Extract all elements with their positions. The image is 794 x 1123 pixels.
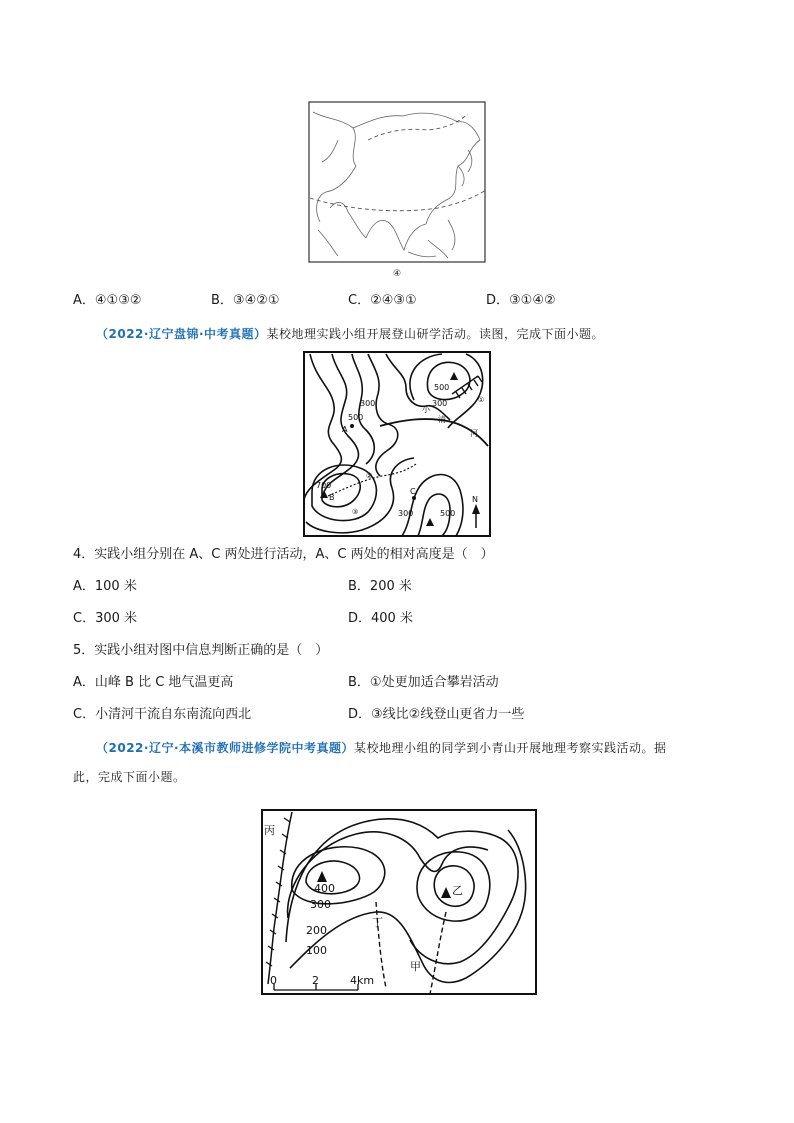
- q5-option-c: C．小清河干流自东南流向西北: [73, 707, 252, 722]
- contour-map-2: [260, 808, 538, 998]
- contour2-label-200: 200: [306, 924, 327, 937]
- q4-option-d: D．400 米: [348, 611, 413, 626]
- point-b-label: B: [329, 493, 335, 502]
- section1-source: （2022·辽宁盘锦·中考真题）: [96, 327, 267, 341]
- q3-option-d: D．③①④②: [486, 293, 556, 308]
- contour1-label-300-left: 300: [360, 399, 376, 408]
- scale-label-0: 0: [270, 974, 277, 987]
- contour1-label-500-top: 500: [434, 383, 450, 392]
- contour-map-1: [302, 350, 492, 538]
- contour2-label-100: 100: [306, 944, 327, 957]
- q5-stem: 5．实践小组对图中信息判断正确的是（ ）: [73, 643, 329, 658]
- river-label-3: 河: [470, 429, 478, 438]
- q3-option-b: B．③④②①: [211, 293, 280, 308]
- label-bing: 丙: [264, 824, 275, 837]
- asia-map-figure: [308, 100, 488, 280]
- contour1-label-500-left: 500: [348, 413, 364, 422]
- north-label: N: [472, 495, 478, 504]
- section1-intro: [96, 325, 604, 343]
- section1-intro-text: 某校地理实践小组开展登山研学活动。读图，完成下面小题。: [266, 327, 605, 341]
- contour-map-1-frame: [304, 352, 490, 536]
- point-c-marker: [412, 496, 416, 500]
- label-jia: 甲: [410, 960, 421, 973]
- q5-option-a: A．山峰 B 比 C 地气温更高: [73, 675, 234, 690]
- river-label-2: 清: [438, 415, 446, 424]
- point-a-label: A: [342, 425, 348, 434]
- contour2-label-400: 400: [314, 882, 335, 895]
- section2-intro-line1: [96, 739, 667, 757]
- contour1-label-300-bottom: 300: [398, 509, 414, 518]
- contour2-label-300: 300: [310, 898, 331, 911]
- section2-intro-text: 某校地理小组的同学到小青山开展地理考察实践活动。据: [354, 741, 667, 755]
- scale-label-2: 2: [312, 974, 319, 987]
- label-ding: 丁: [372, 916, 383, 929]
- asia-map-frame: [309, 102, 485, 262]
- contour1-label-500-bottom: 500: [440, 509, 456, 518]
- q5-option-b: B．①处更加适合攀岩活动: [348, 675, 499, 690]
- label-yi: 乙: [452, 884, 463, 897]
- q4-option-a: A．100 米: [73, 579, 137, 594]
- q5-option-d: D．③线比②线登山更省力一些: [348, 707, 525, 722]
- q4-option-b: B．200 米: [348, 579, 412, 594]
- asia-map-caption: ④: [392, 269, 402, 279]
- q3-option-a: A．④①③②: [73, 293, 142, 308]
- scale-label-4km: 4km: [350, 974, 375, 987]
- circle-label-3: ③: [352, 508, 359, 516]
- q4-option-c: C．300 米: [73, 611, 138, 626]
- section2-intro-line2: 此，完成下面小题。: [73, 770, 186, 784]
- q3-option-c: C．②④③①: [348, 293, 417, 308]
- point-a-marker: [350, 424, 354, 428]
- point-c-label: C: [410, 487, 416, 496]
- river-label-1: 小: [422, 405, 430, 414]
- contour1-label-700: 700: [316, 481, 332, 490]
- circle-label-1: ①: [478, 396, 485, 404]
- q4-stem: 4．实践小组分别在 A、C 两处进行活动，A、C 两处的相对高度是（ ）: [73, 547, 494, 562]
- circle-label-2: ②: [366, 472, 373, 480]
- contour1-label-300-right: 300: [432, 399, 448, 408]
- section2-source: （2022·辽宁·本溪市教师进修学院中考真题）: [96, 741, 355, 755]
